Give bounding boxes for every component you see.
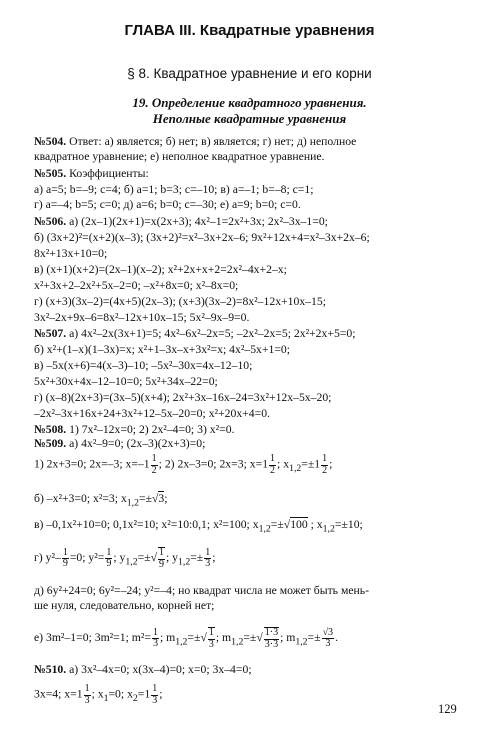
- solution-line: №504. Ответ: а) является; б) нет; в) является; г) нет; д) неполное: [34, 135, 357, 148]
- fraction: $\frac{1}{2}$: [270, 453, 276, 476]
- solution-line: б) (3x+2)²=(x+2)(x–3); (3x+2)²=x²–3x+2x–6; 9x²+12x+4=x²–3x+2x–6;: [34, 231, 370, 244]
- solution-line: в) (x+1)(x+2)=(2x–1)(x–2); x²+2x+x+2=2x²–4x+2–x;: [34, 263, 287, 276]
- fraction: $\frac{1}{9}$: [106, 546, 112, 569]
- fraction: $\frac{1}{3}$: [152, 683, 158, 706]
- solution-line: а) a=5; b=–9; c=4; б) a=1; b=3; c=–10; в) a=–1; b=–8; c=1;: [34, 183, 314, 196]
- solution-line: №507. а) 4x²–2x(3x+1)=5; 4x²–6x²–2x=5; –2x²–2x=5; 2x²+2x+5=0;: [34, 327, 356, 340]
- fraction: $\frac{1}{3}$: [152, 626, 158, 649]
- solution-line: в) –0,1x²+10=0; 0,1x²=10; x²=10:0,1; x²=100; $x_{1,2}=\pm√100$ ; $x_{1,2}=\pm 10$;: [34, 518, 363, 535]
- solution-line: б) –x²+3=0; x²=3; $x_{1,2}=\pm√3$;: [34, 492, 168, 509]
- fraction: $\frac{1}{3}$: [208, 627, 214, 650]
- fraction: $\frac{1}{9}$: [159, 547, 164, 570]
- chapter-title: ГЛАВА III. Квадратные уравнения: [124, 22, 375, 39]
- solution-line: 3x=4; x=1 $\frac{1}{3}$ ; $x_1=0$; $x_2=1$ $\frac{1}{3}$ ;: [34, 683, 163, 706]
- subsection-title-line2: Неполные квадратные уравнения: [152, 111, 347, 126]
- solution-line: г) a=–4; b=5; c=0; д) a=6; b=0; c=–30; е) a=9; b=0; c=0.: [34, 198, 301, 211]
- fraction: $\frac{1}{3}$: [84, 683, 90, 706]
- solution-line: е) 3m²–1=0; 3m²=1; m²= $\frac{1}{3}$ ; $m_{1,2}=\pm√$ $\frac{1}{3}$ ; $m_{1,2}=\pm√$ $\frac{1\cdot 3}{3\cdot 3}$ ; $m_{1,2}=\pm$ $\frac{√3}{3}$ .: [34, 626, 338, 650]
- solution-line: 5x²+30x+4x–12–10=0; 5x²+34x–22=0;: [34, 375, 218, 388]
- solution-line: №508. 1) 7x²–12x=0; 2) 2x²–4=0; 3) x²=0.: [34, 423, 235, 436]
- fraction: $\frac{1}{9}$: [62, 546, 68, 569]
- solution-line: г) y²– $\frac{1}{9}$ =0; y²= $\frac{1}{9}$ ; $y_{1,2}=\pm√$ $\frac{1}{9}$ ; $y_{1,2}=\pm$ $\frac{1}{3}$ ;: [34, 546, 216, 570]
- fraction: $\frac{1\cdot 3}{3\cdot 3}$: [264, 627, 279, 650]
- solution-line: №509. а) 4x²–9=0; (2x–3)(2x+3)=0;: [34, 437, 206, 450]
- section-title: § 8. Квадратное уравнение и его корни: [127, 66, 372, 81]
- fraction: $\frac{1}{3}$: [205, 546, 211, 569]
- solution-line: в) –5x(x+6)=4(x–3)–10; –5x²–30x=4x–12–10;: [34, 359, 253, 372]
- solution-line: 3x²–2x+9x–6=8x²–12x+10x–15; 5x²–9x–9=0.: [34, 311, 250, 324]
- solution-line: –2x²–3x+16x+24+3x²+12–5x–20=0; x²+20x+4=0.: [34, 407, 270, 420]
- solution-line: квадратное уравнение; е) неполное квадратное уравнение.: [34, 150, 325, 163]
- fraction: $\frac{1}{2}$: [151, 453, 157, 476]
- solution-line: x²+3x+2–2x²+5x–2=0; –x²+8x=0; x²–8x=0;: [34, 279, 239, 292]
- solution-line: д) 6y²+24=0; 6y²=–24; y²=–4; но квадрат числа не может быть мень-: [34, 584, 369, 597]
- fraction: $\frac{1}{2}$: [322, 453, 328, 476]
- solution-line: ше нуля, следовательно, корней нет;: [34, 599, 215, 612]
- solution-line: №510. а) 3x²–4x=0; x(3x–4)=0; x=0; 3x–4=0;: [34, 663, 252, 676]
- page-number: 129: [438, 702, 457, 716]
- solution-line: №505. Коэффициенты:: [34, 167, 149, 180]
- solution-line: г) (x–8)(2x+3)=(3x–5)(x+4); 2x²+3x–16x–24=3x²+12x–5x–20;: [34, 391, 332, 404]
- solution-line: 8x²+13x+10=0;: [34, 247, 108, 260]
- solution-line: №506. а) (2x–1)(2x+1)=x(2x+3); 4x²–1=2x²+3x; 2x²–3x–1=0;: [34, 215, 328, 228]
- solution-line: б) x²+(1–x)(1–3x)=x; x²+1–3x–x+3x²=x; 4x²–5x+1=0;: [34, 343, 291, 356]
- subsection-title-line1: 19. Определение квадратного уравнения.: [132, 95, 367, 110]
- solution-line: 1) 2x+3=0; 2x=–3; x=–1 $\frac{1}{2}$ ; 2) 2x–3=0; 2x=3; x=1 $\frac{1}{2}$ ; $x_{1,2}=\pm 1$ $\frac{1}{2}$ ;: [34, 453, 333, 476]
- fraction: $\frac{√3}{3}$: [322, 626, 334, 649]
- solution-line: г) (x+3)(3x–2)=(4x+5)(2x–3); (x+3)(3x–2)=8x²–12x+10x–15;: [34, 295, 326, 308]
